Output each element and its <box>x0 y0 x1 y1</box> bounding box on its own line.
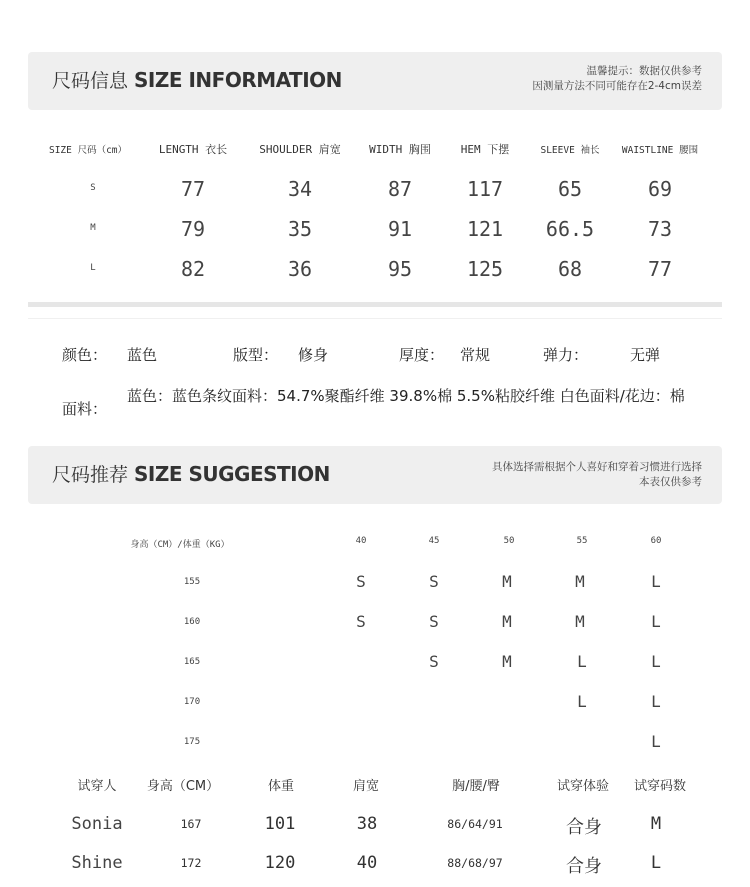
size-info-note: 温馨提示：数据仅供参考 因测量方法不同可能存在2-4cm误差 <box>532 65 702 92</box>
table-cell: 79 <box>180 217 206 241</box>
size-cell: L <box>577 652 587 671</box>
size-cell: M <box>575 612 585 631</box>
table-cell: 125 <box>466 257 504 281</box>
size-cell: S <box>429 612 439 631</box>
tester-header: 试穿码数 <box>633 779 687 794</box>
size-cell: L <box>651 732 661 751</box>
table-cell: 77 <box>647 257 673 281</box>
size-cell: M <box>502 652 512 671</box>
tester-weight: 101 <box>264 814 296 834</box>
size-cell: S <box>356 612 366 631</box>
tester-size: L <box>650 853 662 873</box>
size-info-title: 尺码信息 SIZE INFORMATION <box>52 68 342 92</box>
table-cell: 68 <box>557 257 583 281</box>
size-info-banner <box>28 52 722 110</box>
size-cell: L <box>651 612 661 631</box>
table-cell: 82 <box>180 257 206 281</box>
section-divider-thin <box>28 318 722 319</box>
elastic-label: 弹力： <box>543 346 589 364</box>
color-value: 蓝色 <box>127 346 158 364</box>
tester-fit: 合身 <box>566 817 602 838</box>
weight-header: 45 <box>428 536 440 546</box>
size-suggestion-note: 具体选择需根据个人喜好和穿着习惯进行选择 本表仅供参考 <box>492 461 702 488</box>
header-size: SIZE 尺码（cm） <box>48 145 128 156</box>
corner-label: 身高（CM）/体重（KG） <box>130 540 230 550</box>
header-width: WIDTH 胸围 <box>369 143 431 156</box>
size-cell: L <box>651 652 661 671</box>
table-cell: 34 <box>287 177 313 201</box>
table-cell: 35 <box>287 217 313 241</box>
header-sleeve: SLEEVE 袖长 <box>540 145 600 156</box>
size-cell: M <box>502 572 512 591</box>
tester-fit: 合身 <box>566 856 602 877</box>
size-cell: L <box>577 692 587 711</box>
tester-name: Shine <box>71 853 123 873</box>
height-label: 155 <box>183 577 201 587</box>
weight-header: 55 <box>576 536 588 546</box>
header-hem: HEM 下摆 <box>460 143 510 156</box>
tester-size: M <box>650 814 662 834</box>
table-cell: 117 <box>466 177 504 201</box>
size-cell: L <box>651 692 661 711</box>
height-label: 160 <box>183 617 201 627</box>
weight-header: 50 <box>503 536 515 546</box>
tester-shoulder: 40 <box>356 853 378 873</box>
table-cell: 91 <box>387 217 413 241</box>
height-label: 165 <box>183 657 201 667</box>
size-cell: M <box>575 572 585 591</box>
table-cell: 69 <box>647 177 673 201</box>
tester-header: 试穿体验 <box>556 779 610 794</box>
fit-label: 版型： <box>233 346 279 364</box>
height-label: 170 <box>183 697 201 707</box>
fabric-label: 面料： <box>62 400 108 418</box>
tester-height: 167 <box>180 817 202 831</box>
weight-header: 40 <box>355 536 367 546</box>
size-cell: L <box>651 572 661 591</box>
tester-height: 172 <box>180 856 202 870</box>
tester-header: 肩宽 <box>352 779 380 794</box>
size-suggestion-title: 尺码推荐 SIZE SUGGESTION <box>52 462 330 486</box>
table-cell: 87 <box>387 177 413 201</box>
size-suggestion-banner <box>28 446 722 504</box>
elastic-value: 无弹 <box>630 346 661 364</box>
tester-bwh: 86/64/91 <box>447 817 503 831</box>
tester-bwh: 88/68/97 <box>447 856 503 870</box>
table-cell: 66.5 <box>545 217 595 241</box>
table-cell: 77 <box>180 177 206 201</box>
tester-header: 身高（CM） <box>146 779 220 794</box>
header-waistline: WAISTLINE 腰围 <box>621 145 699 156</box>
weight-header: 60 <box>650 536 662 546</box>
size-cell: S <box>429 652 439 671</box>
fabric-value: 蓝色：蓝色条纹面料：54.7%聚酯纤维 39.8%棉 5.5%粘胶纤维 白色面料/花边：棉 <box>127 387 685 405</box>
thickness-label: 厚度： <box>399 346 445 364</box>
table-cell: 73 <box>647 217 673 241</box>
tester-header: 体重 <box>267 779 295 794</box>
size-cell: S <box>429 572 439 591</box>
tester-header: 试穿人 <box>77 779 117 794</box>
tester-weight: 120 <box>264 853 296 873</box>
row-size-label: L <box>90 263 96 273</box>
tester-shoulder: 38 <box>356 814 378 834</box>
header-length: LENGTH 衣长 <box>158 143 228 156</box>
height-label: 175 <box>183 737 201 747</box>
size-cell: M <box>502 612 512 631</box>
tester-name: Sonia <box>71 814 123 834</box>
table-cell: 121 <box>466 217 504 241</box>
header-shoulder: SHOULDER 肩宽 <box>259 143 341 156</box>
thickness-value: 常规 <box>460 346 491 364</box>
size-cell: S <box>356 572 366 591</box>
fit-value: 修身 <box>298 346 329 364</box>
row-size-label: S <box>90 183 96 193</box>
table-cell: 95 <box>387 257 413 281</box>
tester-header: 胸/腰/臀 <box>452 779 500 794</box>
row-size-label: M <box>90 223 96 233</box>
table-cell: 65 <box>557 177 583 201</box>
color-label: 颜色： <box>62 346 108 364</box>
table-cell: 36 <box>287 257 313 281</box>
section-divider <box>28 302 722 307</box>
